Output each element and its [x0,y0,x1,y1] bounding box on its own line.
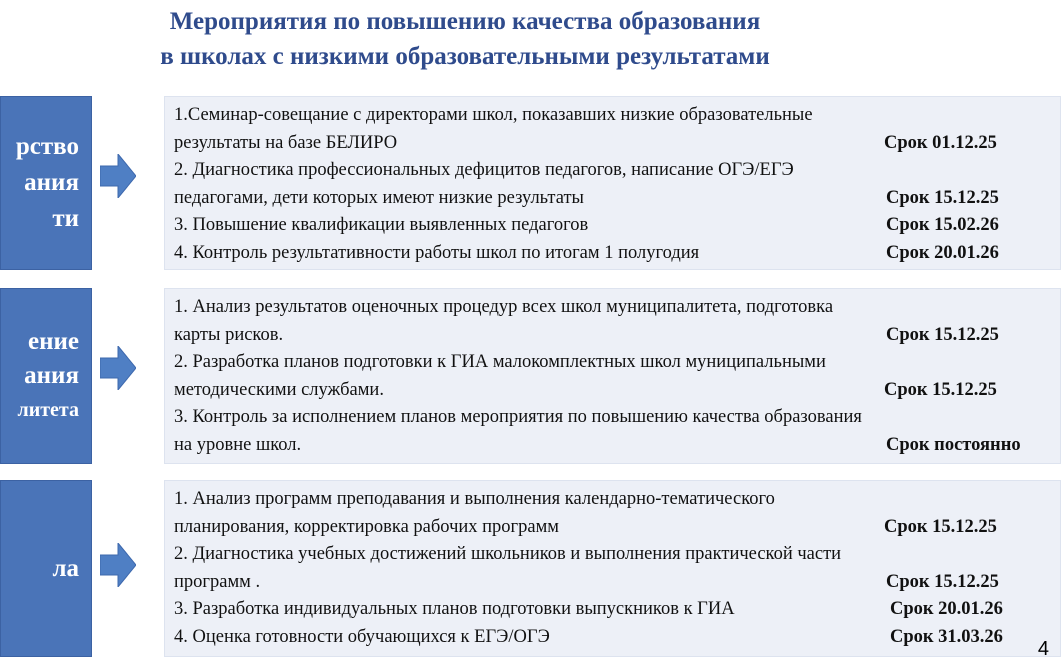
list-item: 1. Анализ программ преподавания и выполнения календарно-тематического [174,489,775,509]
title-line-1: Мероприятия по повышению качества образования [169,8,761,35]
section-3-label-line: ла [52,554,79,582]
list-item: 3. Контроль за исполнением планов мероприятия по повышению качества образования [174,407,862,427]
list-item: карты рисков. Срок 15.12.25 [174,322,1060,350]
list-item: на уровне школ. Срок постоянно [174,432,1060,460]
section-3-panel [164,480,1061,657]
deadline-label: Срок 15.12.25 [886,571,999,592]
deadline-label: Срок 20.01.26 [886,242,999,263]
deadline-label: Срок 15.12.25 [886,187,999,208]
section-1-label-line: рство [15,133,79,160]
section-1-panel [164,96,1061,270]
section-2-label-line: литета [17,399,79,421]
list-item: 4. Оценка готовности обучающихся к ЕГЭ/ОГЭ Срок 31.03.26 [174,624,1060,652]
list-item: 1. Анализ результатов оценочных процедур всех школ муниципалитета, подготовка [174,297,834,317]
title-line-2: в школах с низкими образовательными результатами [160,43,770,70]
list-item: педагогами, дети которых имеют низкие результаты Срок 15.12.25 [174,185,1060,213]
list-item: 4. Контроль результативности работы школ по итогам 1 полугодия Срок 20.01.26 [174,240,1060,268]
deadline-label: Срок 15.12.25 [884,516,997,537]
list-item: методическими службами. Срок 15.12.25 [174,377,1060,405]
section-3-label-box [0,480,92,657]
deadline-label: Срок 01.12.25 [884,132,997,153]
section-2-label-line: ение [27,328,79,355]
page-title [0,4,930,74]
right-arrow-icon [100,346,136,390]
section-1-label-box [0,96,92,270]
section-2-label-line: ания [24,362,79,389]
list-item: 3. Повышение квалификации выявленных педагогов Срок 15.02.26 [174,212,1060,240]
deadline-label: Срок 15.12.25 [886,324,999,345]
list-item: программ . Срок 15.12.25 [174,569,1060,597]
right-arrow-icon [100,543,136,587]
deadline-label: Срок 20.01.26 [890,599,1003,619]
deadline-label: Срок 15.02.26 [886,215,999,235]
list-item: 2. Диагностика учебных достижений школьников и выполнения практической части [174,544,842,564]
deadline-label: Срок 31.03.26 [890,626,1003,647]
page-number: 4 [1037,638,1049,660]
list-item: 3. Разработка индивидуальных планов подготовки выпускников к ГИА Срок 20.01.26 [174,596,1060,624]
deadline-label: Срок 15.12.25 [884,379,997,400]
list-item: 2. Разработка планов подготовки к ГИА малокомплектных школ муниципальными [174,352,826,372]
deadline-label: Срок постоянно [886,434,1021,455]
list-item: 2. Диагностика профессиональных дефицитов педагогов, написание ОГЭ/ЕГЭ [174,160,794,180]
list-item: результаты на базе БЕЛИРО Срок 01.12.25 [174,130,1060,158]
section-1-label-line: ания [24,169,79,196]
section-2-label-box [0,288,92,464]
list-item: планирования, корректировка рабочих программ Срок 15.12.25 [174,514,1060,542]
section-2-panel [164,288,1061,464]
section-1-label-line: ти [52,205,79,232]
right-arrow-icon [100,154,136,198]
list-item: 1.Семинар-совещание с директорами школ, показавших низкие образовательные [174,105,813,125]
